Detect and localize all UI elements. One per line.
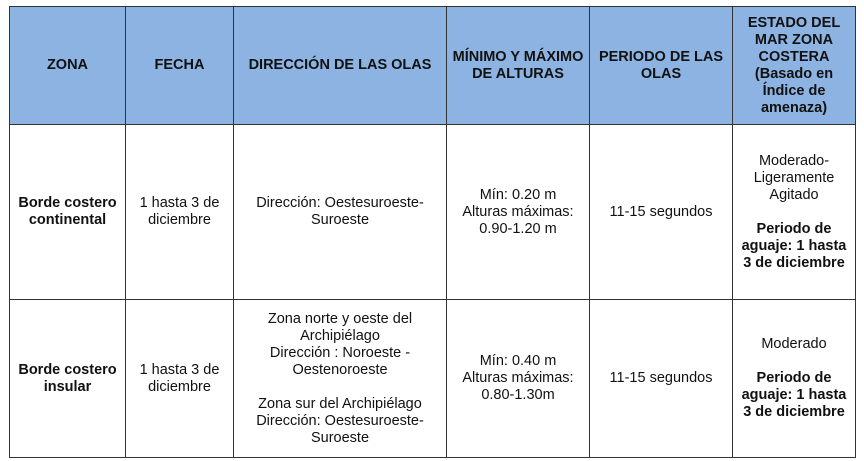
alturas-min: Mín: 0.20 m <box>479 186 557 203</box>
periodo-cell: 11-15 segundos <box>590 300 733 458</box>
zona-line: continental <box>28 212 107 228</box>
header-row <box>10 7 856 125</box>
direccion-value-a: Dirección : Noroeste - Oestenoroeste <box>269 344 411 378</box>
estado-cell <box>733 300 856 458</box>
direccion-cell <box>234 125 447 300</box>
alturas-min: Mín: 0.40 m <box>479 353 557 369</box>
header-zona: ZONA <box>10 7 126 125</box>
direccion-zone-b: Zona sur del Archipiélago <box>258 395 422 412</box>
zona-line: insular <box>43 378 92 395</box>
header-alturas: MÍNIMO Y MÁXIMO DE ALTURAS <box>447 7 590 125</box>
table-row <box>10 125 856 300</box>
estado-value: Moderado-Ligeramente Agitado <box>753 152 835 203</box>
header-estado: ESTADO DEL MAR ZONA COSTERA (Basado en Índice de amenaza) <box>733 7 856 125</box>
direccion-value-b: Dirección: Oestesuroeste-Suroeste <box>256 412 424 446</box>
periodo-cell: 11-15 segundos <box>590 125 733 300</box>
alturas-max-value: 0.90-1.20 m <box>479 220 557 237</box>
header-direccion: DIRECCIÓN DE LAS OLAS <box>234 7 447 125</box>
zona-line: Borde costero <box>18 361 117 378</box>
alturas-cell <box>447 300 590 458</box>
alturas-max-label: Alturas máximas: <box>462 203 574 220</box>
estado-cell <box>733 125 856 300</box>
aguaje-value: Periodo de aguaje: 1 hasta 3 de diciembre <box>741 370 847 420</box>
wave-forecast-table <box>9 6 856 458</box>
alturas-max-value: 0.80-1.30m <box>481 387 555 403</box>
header-fecha: FECHA <box>126 7 234 125</box>
direccion-line: Dirección: Oestesuroeste- <box>256 195 424 211</box>
fecha-cell: 1 hasta 3 de diciembre <box>126 300 234 458</box>
header-periodo: PERIODO DE LAS OLAS <box>590 7 733 125</box>
direccion-zone-a: Zona norte y oeste del Archipiélago <box>267 310 413 344</box>
fecha-cell: 1 hasta 3 de diciembre <box>126 125 234 300</box>
zona-line: Borde costero <box>18 195 117 211</box>
table-row <box>10 300 856 458</box>
zona-cell <box>10 300 126 458</box>
direccion-cell <box>234 300 447 458</box>
estado-value: Moderado <box>761 336 827 352</box>
direccion-line: Suroeste <box>310 212 370 228</box>
aguaje-value: Periodo de aguaje: 1 hasta 3 de diciembre <box>741 220 847 271</box>
alturas-cell <box>447 125 590 300</box>
zona-cell <box>10 125 126 300</box>
alturas-max-label: Alturas máximas: <box>462 370 574 386</box>
